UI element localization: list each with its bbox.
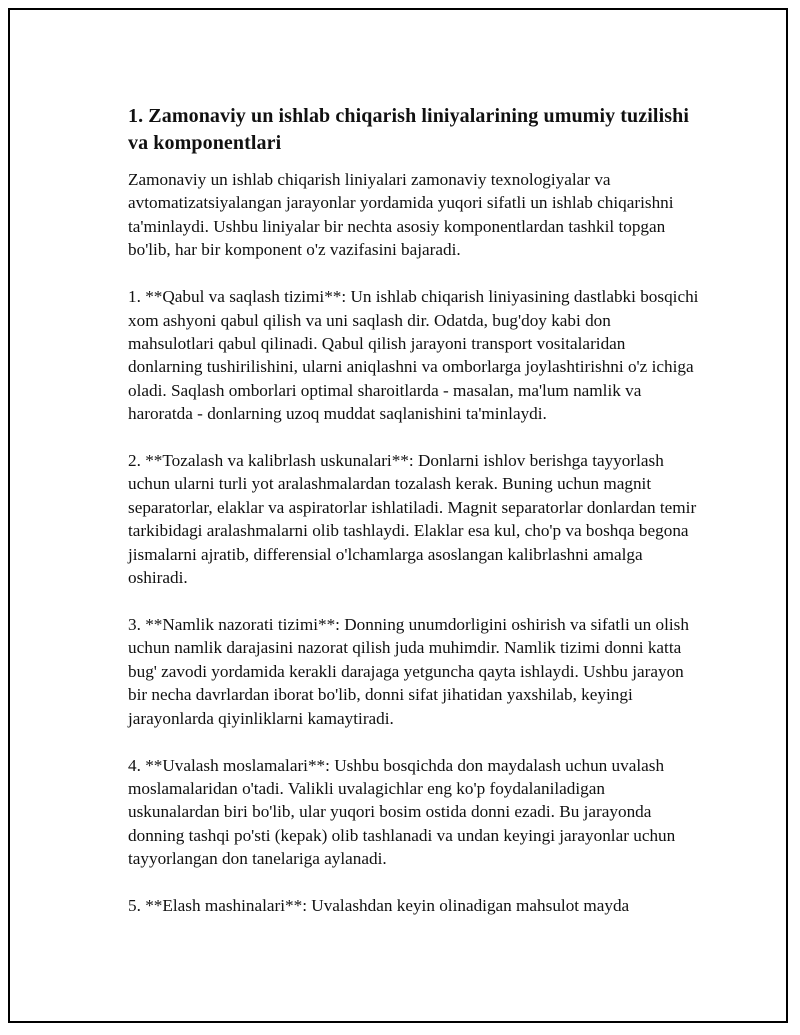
- section-title: 1. Zamonaviy un ishlab chiqarish liniyalarining umumiy tuzilishi va komponentlari: [128, 105, 689, 154]
- paragraph-tozalash-kalibrlash: 2. **Tozalash va kalibrlash uskunalari**: Donlarni ishlov berishga tayyorlash uchun ularni turli yot aralashmalardan tozalash kerak. Buning uchun magnit separatorlar, elaklar va aspiratorlar ishlatiladi. Magnit separatorlar donlardan temir tarkibidagi aralashmalarni olib tashlaydi. Elaklar esa kul, cho'p va boshqa begona jismalarni ajratib, differensial o'lchamlarga asoslangan kalibrlashni amalga oshiradi.: [128, 451, 697, 588]
- intro-paragraph: Zamonaviy un ishlab chiqarish liniyalari zamonaviy texnologiyalar va avtomatizatsiyalangan jarayonlar yordamida yuqori sifatli un ishlab chiqarishni ta'minlaydi. Ushbu liniyalar bir nechta asosiy komponentlardan tashkil topgan bo'lib, har bir komponent o'z vazifasini bajaradi.: [128, 170, 674, 260]
- paragraph-namlik-nazorati: 3. **Namlik nazorati tizimi**: Donning unumdorligini oshirish va sifatli un olish uchun namlik darajasini nazorat qilish juda muhimdir. Namlik tizimi donni katta bug' zavodi yordamida kerakli darajaga yetguncha qayta ishlaydi. Ushbu jarayon bir necha davrlardan iborat bo'lib, donni sifat jihatidan yaxshilab, keyingi jarayonlarda qiyinliklarni kamaytiradi.: [128, 615, 689, 728]
- paragraph-elash: 5. **Elash mashinalari**: Uvalashdan keyin olinadigan mahsulot mayda: [128, 896, 630, 916]
- document-body: [128, 103, 700, 941]
- paragraph-qabul-saqlash: 1. **Qabul va saqlash tizimi**: Un ishlab chiqarish liniyasining dastlabki bosqichi xom ashyoni qabul qilish va uni saqlash dir. Odatda, bug'doy kabi don mahsulotlari qabul qilinadi. Qabul qilish jarayoni transport vositalaridan donlarning tushirilishini, ularni aniqlashni va omborlarga joylashtirishni o'z ichiga oladi. Saqlash omborlari optimal sharoitlarda - masalan, ma'lum namlik va haroratda - donlarning uzoq muddat saqlanishini ta'minlaydi.: [128, 287, 699, 424]
- page-frame: [8, 8, 788, 1023]
- paragraph-uvalash: 4. **Uvalash moslamalari**: Ushbu bosqichda don maydalash uchun uvalash moslamalaridan o'tadi. Valikli uvalagichlar eng ko'p foydalaniladigan uskunalardan biri bo'lib, ular yuqori bosim ostida donni ezadi. Bu jarayonda donning tashqi po'sti (kepak) olib tashlanadi va undan keyingi jarayonlar uchun tayyorlangan don tanelariga aylanadi.: [128, 755, 676, 869]
